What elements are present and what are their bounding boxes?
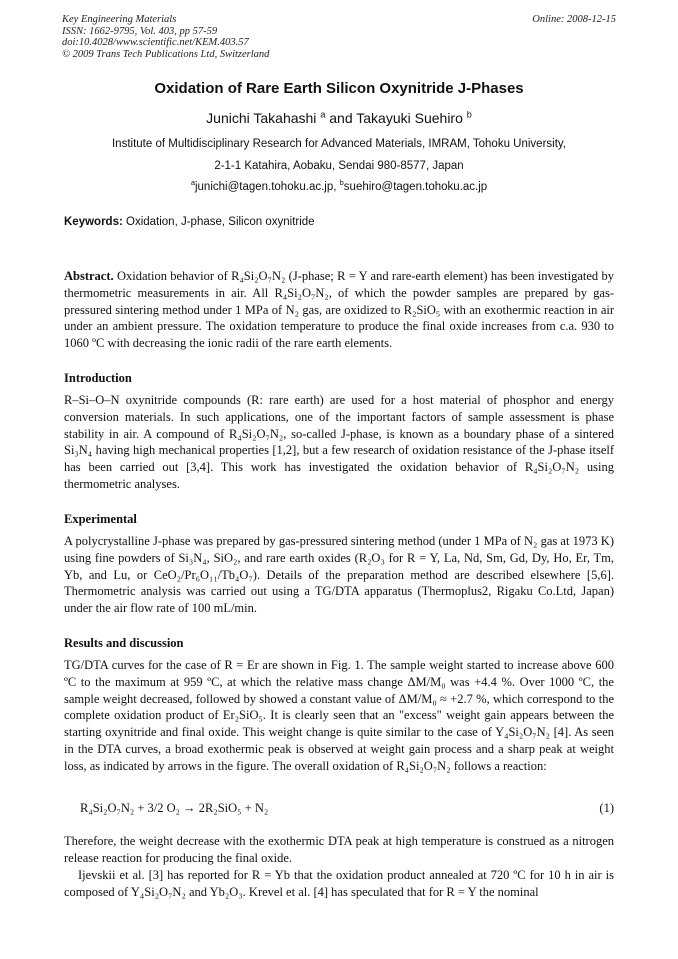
- abstract: [64, 268, 614, 352]
- author-2: Takayuki Suehiro: [356, 110, 463, 126]
- email-a-mark: a: [190, 178, 195, 188]
- issn-line: ISSN: 1662-9795, Vol. 403, pp 57-59: [62, 25, 218, 37]
- equation-1: [80, 801, 614, 816]
- keywords-label: Keywords:: [64, 216, 123, 228]
- affiliation-line-2: 2-1-1 Katahira, Aobaku, Sendai 980-8577, Japan: [214, 160, 464, 172]
- email-b-mark: b: [339, 178, 344, 188]
- online-date: Online: 2008-12-15: [532, 14, 616, 25]
- author-1: Junichi Takahashi: [206, 110, 317, 126]
- affiliation-line-1: Institute of Multidisciplinary Research for Advanced Materials, IMRAM, Tohoku University,: [111, 138, 566, 150]
- email-b[interactable]: suehiro@tagen.tohoku.ac.jp: [343, 181, 488, 193]
- equation-number: (1): [599, 801, 614, 815]
- author-conjunction: and: [329, 110, 353, 126]
- paper-title: Oxidation of Rare Earth Silicon Oxynitride J-Phases: [154, 80, 524, 97]
- journal-name: Key Engineering Materials: [62, 14, 177, 25]
- author-1-mark: a: [320, 109, 326, 120]
- abstract-label: Abstract.: [64, 269, 114, 283]
- equation-text: R₄Si₂O₇N₂ + 3/2 O₂ → 2R₂SiO₅ + N₂: [80, 801, 269, 815]
- journal-header: [62, 14, 616, 60]
- results-text-after-equation: Therefore, the weight decrease with the exothermic DTA peak at high temperature is construed as a nitrogen release reaction for producing the final oxide.: [64, 834, 614, 865]
- results-text: TG/DTA curves for the case of R = Er are shown in Fig. 1. The sample weight started to increase above 600 ºC to the maximum at 959 ºC, at which the relative mass change ΔM/M₀ was +4.4 %. Over 1000 ºC, the sample weight decreased, followed by showed a constant value of ΔM/M₀ ≈ +2.7 %, which correspond to the complete oxidation product of Er₂SiO₅. It is clearly seen that an "excess" weight gain appears between the starting oxynitride and final oxide. This weight change is quite similar to the case of Y₄Si₂O₇N₂ [4]. As seen in the DTA curves, a broad exothermic peak is observed at weight gain process and a sharp peak at weight loss, as indicated by arrows in the figure. The overall oxidation of R₄Si₂O₇N₂ follows a reaction:: [64, 658, 614, 773]
- doi-line: doi:10.4028/www.scientific.net/KEM.403.57: [62, 37, 249, 49]
- experimental-heading: Experimental: [64, 512, 137, 526]
- copyright-line: © 2009 Trans Tech Publications Ltd, Switzerland: [62, 48, 270, 60]
- email-a[interactable]: junichi@tagen.tohoku.ac.jp,: [194, 181, 337, 193]
- results-text-last: Ijevskii et al. [3] has reported for R = Yb that the oxidation product annealed at 720 ºC for 10 h in air is composed of Y₄Si₂O₇N₂ and Yb₂O₃. Krevel et al. [4] has speculated that for R = Y the nominal: [64, 868, 614, 899]
- keywords-text: Oxidation, J-phase, Silicon oxynitride: [126, 216, 315, 228]
- introduction-text: R–Si–O–N oxynitride compounds (R: rare earth) are used for a host material of phosphor and energy conversion materials. In such applications, one of the important factors of sample assessment is phase stability in air. A compound of R₄Si₂O₇N₂, so-called J-phase, is known as a boundary phase of a sintered Si₃N₄ having high mechanical properties [1,2], but a few research of oxidation resistance of the J-phase itself has been carried out [3,4]. This work has investigated the oxidation behavior of R₄Si₂O₇N₂ using thermometric analyses.: [64, 393, 614, 491]
- author-line: [0, 110, 678, 126]
- email-line: [0, 178, 678, 193]
- abstract-text: Oxidation behavior of R₄Si₂O₇N₂ (J-phase; R = Y and rare-earth element) has been investigated by thermometric measurements in air. All R₄Si₂O₇N₂, of which the powder samples are prepared by gas-pressured sintering method under 1 MPa of N₂ gas, are oxidized to R₂SiO₅ with an exothermic reaction in air under an ambient pressure. The oxidation temperature to produce the final oxide increases from c.a. 930 to 1060 ºC with decreasing the ionic radii of the rare earth elements.: [64, 269, 614, 351]
- results-heading: Results and discussion: [64, 636, 184, 650]
- introduction-heading: Introduction: [64, 371, 132, 385]
- author-2-mark: b: [466, 109, 472, 120]
- experimental-text: A polycrystalline J-phase was prepared by gas-pressured sintering method (under 1 MPa of N₂ gas at 1973 K) using fine powders of Si₃N₄, SiO₂, and rare earth oxides (R₂O₃ for R = Y, La, Nd, Sm, Gd, Dy, Ho, Er, Tm, Yb, and Lu, or CeO₂/Pr₆O₁₁/Tb₄O₇). Details of the preparation method are described elsewhere [5,6]. Thermometric analysis was carried out using a TG/DTA apparatus (Thermoplus2, Rigaku Co.Ltd, Japan) under the air flow rate of 100 mL/min.: [64, 534, 614, 616]
- keywords: [64, 216, 616, 228]
